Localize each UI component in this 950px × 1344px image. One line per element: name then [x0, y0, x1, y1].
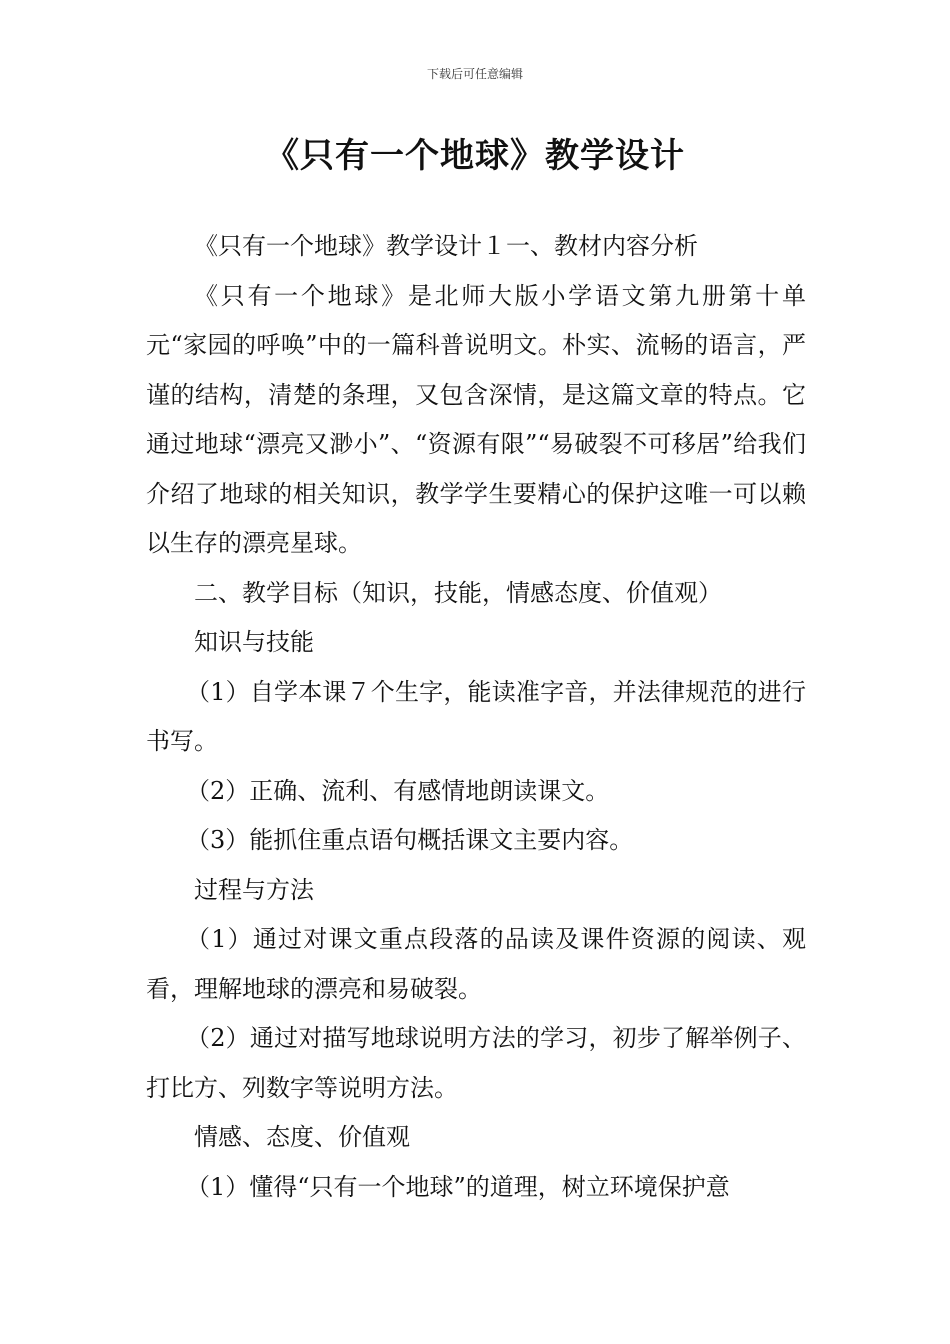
paragraph-process-2: （2）通过对描写地球说明方法的学习，初步了解举例子、打比方、列数字等说明方法。 [146, 1024, 806, 1102]
paragraph-values-heading: 情感、态度、价值观 [194, 1123, 410, 1151]
document-body [146, 222, 806, 1212]
paragraph-knowledge-1: （1）自学本课７个生字，能读准字音，并法律规范的进行书写。 [146, 677, 806, 755]
paragraph-process-1: （1）通过对课文重点段落的品读及课件资源的阅读、观看，理解地球的漂亮和易破裂。 [146, 925, 806, 1003]
paragraph-values-1: （1）懂得“只有一个地球”的道理，树立环境保护意 [186, 1172, 730, 1201]
paragraph-objectives-heading: 二、教学目标（知识，技能，情感态度、价值观） [194, 578, 722, 607]
paragraph-analysis: 《只有一个地球》是北师大版小学语文第九册第十单元“家园的呼唤”中的一篇科普说明文。朴实、流畅的语言，严谨的结构，清楚的条理，又包含深情，是这篇文章的特点。它通过地球“漂亮又渺小”、“资源有限”“易破裂不可移居”给我们介绍了地球的相关知识，教学学生要精心的保护这唯一可以赖以生存的漂亮星球。 [146, 281, 806, 557]
document-title: 《只有一个地球》教学设计 [265, 136, 685, 176]
paragraph-knowledge-2: （2）正确、流利、有感情地朗读课文。 [186, 776, 610, 805]
paragraph-knowledge-heading: 知识与技能 [194, 628, 314, 656]
header-note: 下载后可任意编辑 [426, 67, 523, 81]
paragraph-process-heading: 过程与方法 [194, 875, 314, 904]
paragraph-knowledge-3: （3）能抓住重点语句概括课文主要内容。 [186, 826, 634, 854]
paragraph-subtitle: 《只有一个地球》教学设计１一、教材内容分析 [194, 232, 698, 260]
